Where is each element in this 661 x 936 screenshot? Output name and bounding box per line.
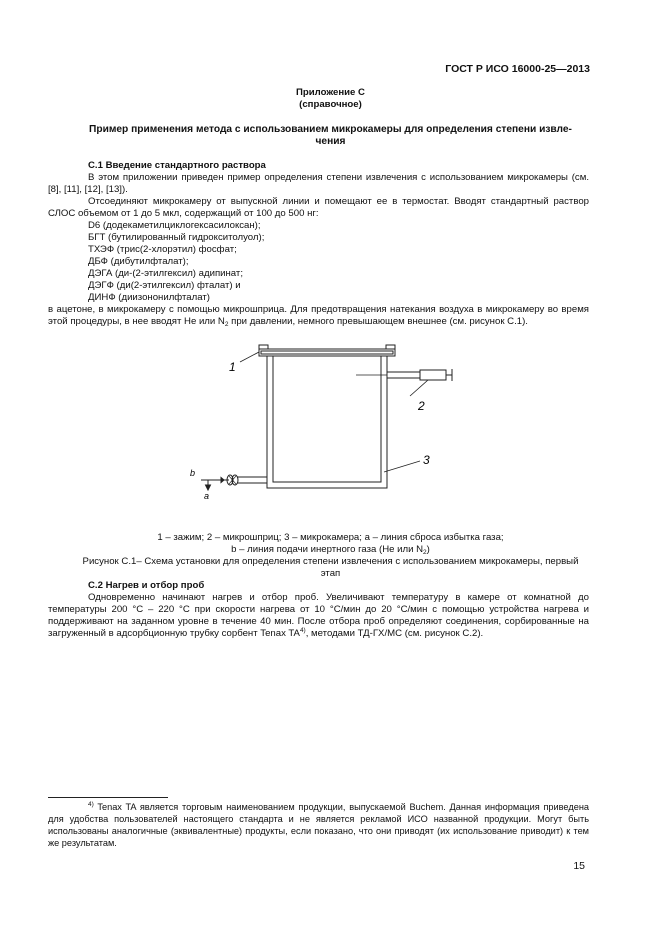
list-item: ДЭГА (ди-(2-этилгексил) адипинат;: [88, 268, 243, 279]
list-item: ДБФ (дибутилфталат);: [88, 256, 189, 267]
clamp-tab-left: [259, 345, 268, 349]
section-c2-paragraph: Одновременно начинают нагрев и отбор проб. Увеличивают температуру в камере от комнатной до температуры 200 °С – 220 °С при скорости нагрева от 10 °С/мин до 20 °С/мин с помощью устройства нагрева и поддерживают на заданном уровне в течение 40 мин. После отбора проб определяют соединения, сорбированные на загруженный в адсорбционную трубку сорбент Tenax TA$^{4)}$, методами ТД-ГХ/МС (см. рисунок С.2).: [48, 592, 589, 639]
list-item: БГТ (бутилированный гидрокситолуол);: [88, 232, 265, 243]
footnote-marker: 4): [88, 801, 94, 808]
list-item: ДИНФ (диизононилфталат): [88, 292, 210, 303]
section-c1-paragraph-3: в ацетоне, в микрокамеру с помощью микрошприца. Для предотвращения натекания воздуха в микрокамеру во время этой процедуры, в нее вводят He или $N_2$ при давлении, немного превышающем внешнее (см. рисунок С.1).: [48, 304, 589, 328]
section-c1-paragraph-2: Отсоединяют микрокамеру от выпускной линии и помещают ее в термостат. Вводят стандартный раствор СЛОС объемом от 1 до 5 мкл, содержащий от 100 до 500 нг:: [48, 196, 589, 219]
figure-label-3: 3: [423, 453, 430, 467]
figure-label-1: 1: [229, 360, 236, 374]
appendix-heading-line2: чения: [315, 136, 346, 147]
page-number: 15: [573, 860, 585, 872]
clamp-lid-inner: [261, 351, 393, 354]
leader-line-2: [410, 380, 428, 396]
list-item: ТХЭФ (трис(2-хлорэтил) фосфат;: [88, 244, 237, 255]
appendix-subtitle: (справочное): [299, 99, 362, 110]
footnote-divider: [48, 797, 168, 798]
list-item: ДЭГФ (ди(2-этилгексил) фталат) и: [88, 280, 241, 291]
clamp-lid: [259, 349, 395, 356]
leader-line-3: [384, 461, 420, 472]
figure-caption-line1: Рисунок С.1– Схема установки для определения степени извлечения с использованием микрокамеры, первый: [82, 556, 579, 567]
section-c2-heading: С.2 Нагрев и отбор проб: [88, 580, 205, 591]
leader-line-1: [240, 352, 259, 362]
gas-vent-arrow: [206, 485, 211, 490]
clamp-tab-right: [386, 345, 395, 349]
standard-header: ГОСТ Р ИСО 16000-25—2013: [445, 63, 590, 75]
syringe-plunger: [446, 369, 452, 381]
section-c1-paragraph-1: В этом приложении приведен пример определения степени извлечения с использованием микрокамеры (см. [8], [11], [12], [13]).: [48, 172, 589, 195]
figure-legend-line2: b – линия подачи инертного газа (He или $N_2$): [231, 544, 430, 556]
figure-caption-line2: этап: [320, 568, 341, 579]
figure-label-a: a: [204, 491, 210, 501]
chamber-outer-wall: [267, 356, 387, 488]
gas-inlet-tube: [237, 477, 267, 483]
microsyringe: [420, 370, 446, 380]
footnote: $^{4)}$ Tenax TA является торговым наименованием продукции, выпускаемой Buchem. Данная информация приведена для удобства пользователей настоящего стандарта и не является рекламой ИСО названной продукции. Могут быть использованы аналогичные (эквивалентные) продукты, если показано, что они приводят (их использование приводит) к тем же результатам.: [48, 801, 589, 848]
gas-supply-arrow: [221, 478, 224, 483]
figure-legend-line1: 1 – зажим; 2 – микрошприц; 3 – микрокамера; a – линия сброса избытка газа;: [157, 532, 504, 543]
appendix-heading-line1: Пример применения метода с использованием микрокамеры для определения степени извле-: [89, 124, 572, 135]
list-item: D6 (додекаметилциклогексасилоксан);: [88, 220, 261, 231]
syringe-tube: [387, 372, 420, 378]
figure-label-b: b: [190, 468, 196, 478]
figure-label-2: 2: [418, 399, 425, 413]
appendix-title: Приложение С: [296, 87, 365, 98]
section-c1-heading: С.1 Введение стандартного раствора: [88, 160, 266, 171]
